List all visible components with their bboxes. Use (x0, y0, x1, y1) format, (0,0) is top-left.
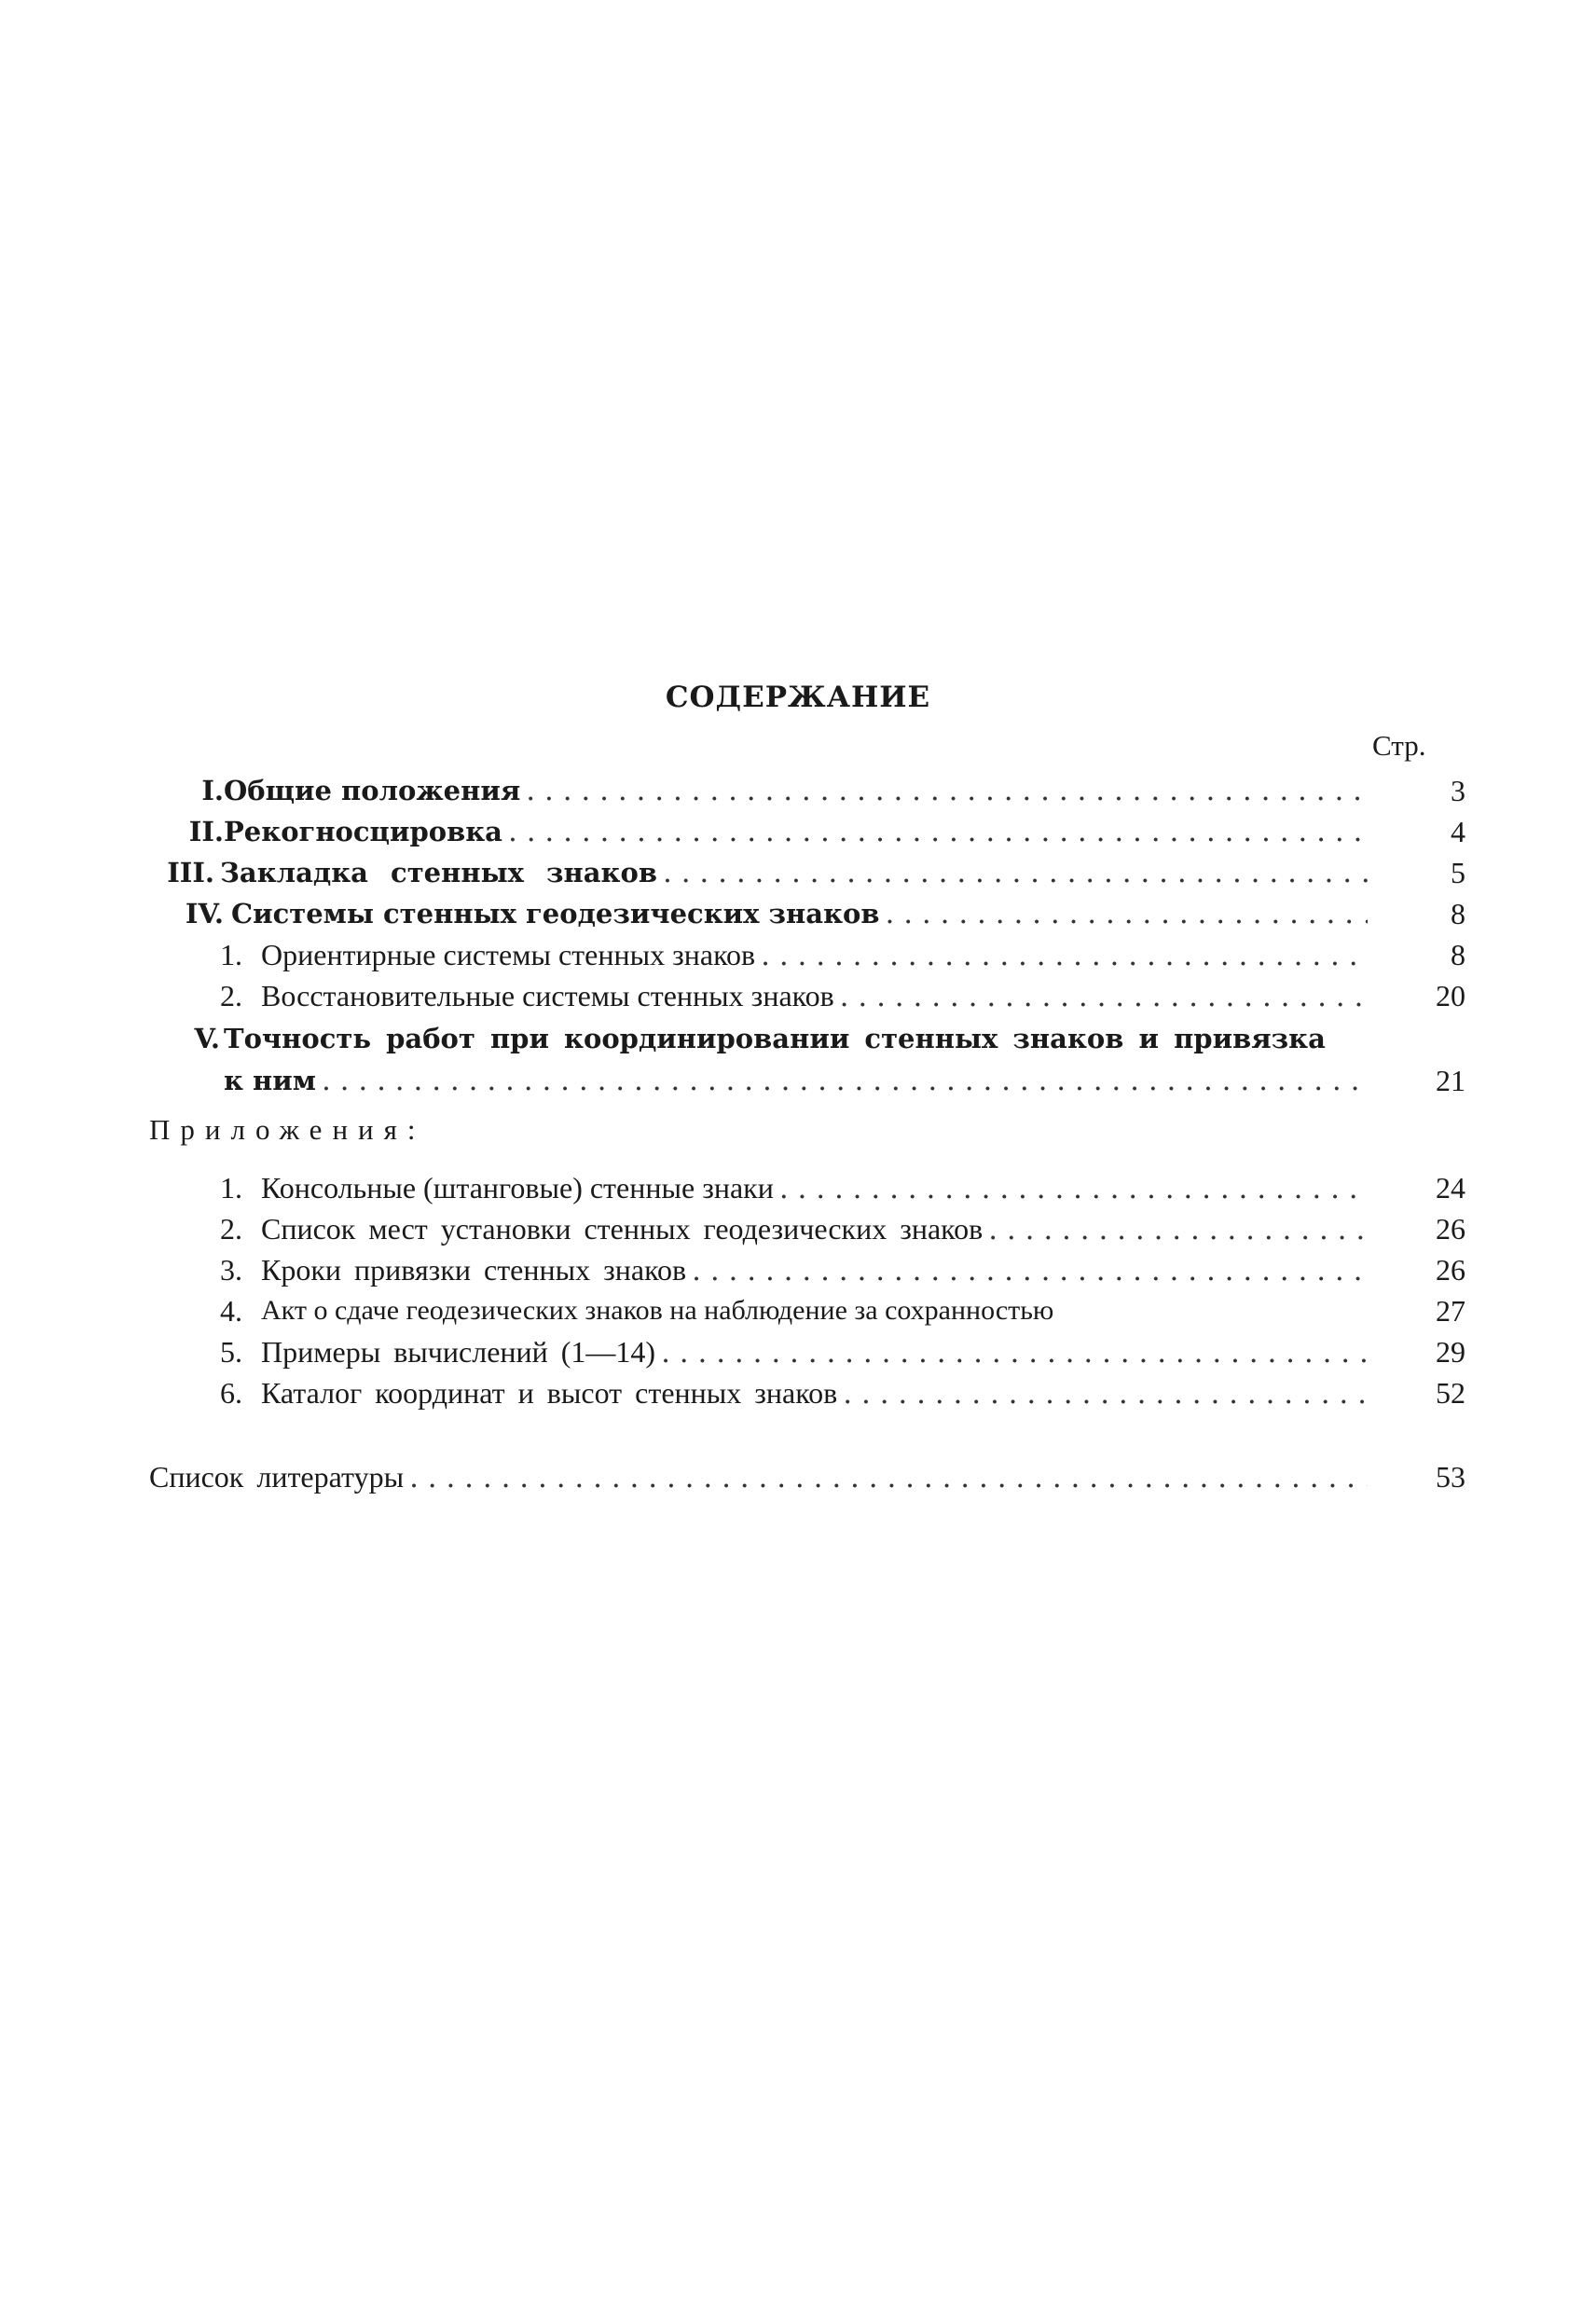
appendix-heading: Приложения: (149, 1113, 426, 1146)
dot-leader (508, 811, 1368, 852)
appendix-number: 6. (220, 1376, 242, 1410)
appendix-number: 2. (220, 1212, 242, 1246)
toc-entry-bibliography[interactable] (0, 1456, 1596, 1497)
page-number: 26 (1436, 1253, 1465, 1287)
dot-leader (661, 1332, 1368, 1373)
toc-entry-section-4[interactable] (0, 893, 1596, 934)
page-number: 29 (1436, 1335, 1465, 1369)
appendix-title: Консольные (штанговые) стенные знаки (261, 1171, 774, 1205)
page-number: 53 (1436, 1460, 1465, 1494)
subsection-title: Ориентирные системы стенных знаков (261, 938, 756, 971)
appendix-title: Каталог координат и высот стенных знаков (261, 1376, 838, 1410)
page-number: 20 (1436, 979, 1465, 1012)
toc-entry-appendix-1[interactable] (0, 1167, 1596, 1208)
section-number: V. (194, 1023, 220, 1054)
toc-entry-appendix-4[interactable] (0, 1290, 1596, 1331)
toc-entry-section-1[interactable] (0, 770, 1596, 811)
page-number: 8 (1451, 938, 1465, 971)
toc-entry-appendix-2[interactable] (0, 1208, 1596, 1249)
page-number: 52 (1436, 1376, 1465, 1410)
page-number: 5 (1451, 856, 1465, 889)
toc-entry-subsection-2[interactable] (0, 975, 1596, 1016)
appendix-title: Список мест установки стенных геодезических знаков (261, 1212, 984, 1246)
dot-leader (409, 1457, 1368, 1498)
section-title: Закладка стенных знаков (220, 857, 657, 888)
page-column-header: Стр. (1372, 729, 1426, 762)
dot-leader (779, 1168, 1368, 1209)
section-title: Общие положения (224, 775, 521, 806)
appendix-title: Кроки привязки стенных знаков (261, 1253, 687, 1287)
dot-leader (663, 852, 1368, 893)
section-title-continuation: к ним (224, 1065, 316, 1096)
section-title: Системы стенных геодезических знаков (231, 898, 880, 929)
toc-entry-section-3[interactable] (0, 852, 1596, 893)
toc-entry-appendix-3[interactable] (0, 1249, 1596, 1290)
subsection-number: 1. (220, 938, 242, 971)
page-number: 3 (1451, 774, 1465, 807)
toc-entry-section-5-line1[interactable] (0, 1018, 1596, 1059)
dot-leader (886, 893, 1368, 934)
appendix-number: 4. (220, 1294, 242, 1328)
page-number: 21 (1436, 1064, 1465, 1097)
section-number: II. (188, 816, 224, 847)
toc-entry-subsection-1[interactable] (0, 934, 1596, 975)
toc-title: СОДЕРЖАНИЕ (665, 681, 931, 714)
section-title: Точность работ при координировании стенных знаков и привязка (224, 1023, 1326, 1054)
appendix-title: Акт о сдаче геодезических знаков на наблюдение за сохранностью (261, 1295, 1054, 1326)
bibliography-title: Список литературы (149, 1460, 405, 1494)
appendix-number: 3. (220, 1253, 242, 1287)
dot-leader (843, 1373, 1368, 1414)
subsection-title: Восстановительные системы стенных знаков (261, 979, 834, 1012)
toc-entry-appendix-6[interactable] (0, 1372, 1596, 1413)
dot-leader (692, 1250, 1368, 1291)
appendix-number: 1. (220, 1171, 242, 1205)
section-number: IV. (185, 898, 224, 929)
page-number: 24 (1436, 1171, 1465, 1205)
dot-leader (526, 770, 1368, 811)
toc-entry-section-2[interactable] (0, 811, 1596, 852)
section-title: Рекогносцировка (224, 816, 502, 847)
page-number: 8 (1451, 897, 1465, 930)
page-number: 27 (1436, 1294, 1465, 1328)
dot-leader (840, 976, 1368, 1017)
toc-entry-appendix-5[interactable] (0, 1331, 1596, 1372)
appendix-title: Примеры вычислений (1—14) (261, 1335, 656, 1369)
appendix-number: 5. (220, 1335, 242, 1369)
dot-leader (322, 1060, 1368, 1101)
dot-leader (761, 935, 1368, 976)
subsection-number: 2. (220, 979, 242, 1012)
page-number: 4 (1451, 815, 1465, 848)
section-number: III. (167, 857, 214, 888)
toc-entry-section-5-line2[interactable] (0, 1060, 1596, 1101)
section-number: I. (201, 775, 224, 806)
page-number: 26 (1436, 1212, 1465, 1246)
dot-leader (988, 1209, 1368, 1250)
